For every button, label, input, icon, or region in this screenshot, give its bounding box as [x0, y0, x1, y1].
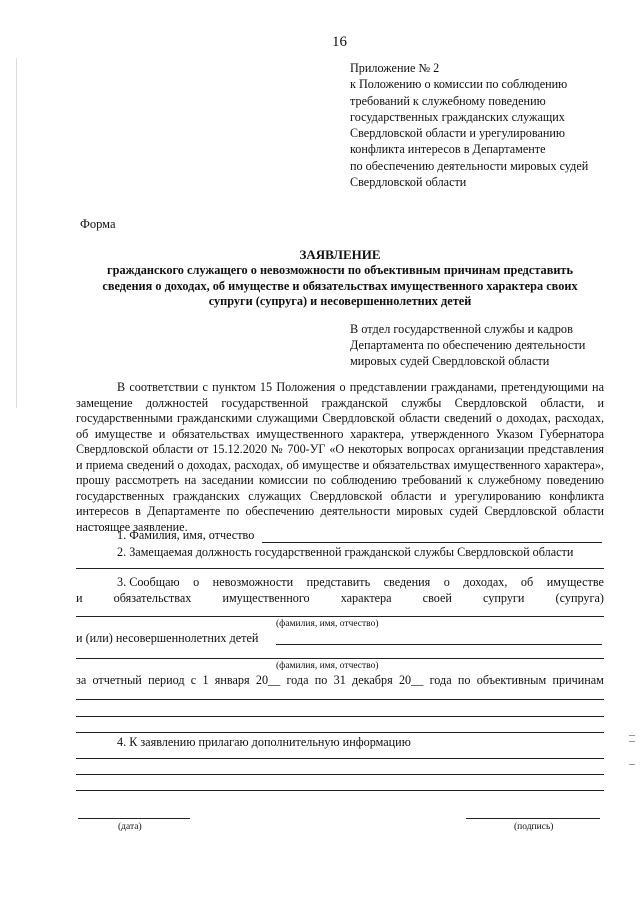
reasons-input-line-2[interactable]	[76, 716, 604, 717]
children-input-line-2[interactable]	[76, 658, 604, 659]
recipient-line: Департамента по обеспечению деятельности	[350, 338, 586, 353]
signature-caption: (подпись)	[514, 822, 554, 832]
title-line: сведения о доходах, об имуществе и обязательствах имущественного характера своих	[102, 278, 578, 293]
reasons-input-line-1[interactable]	[76, 699, 604, 700]
scan-margin-line	[16, 58, 17, 408]
children-input-line-1[interactable]	[276, 644, 602, 645]
appendix-line: Свердловской области и урегулированию	[350, 126, 566, 141]
children-caption: (фамилия, имя, отчество)	[276, 661, 379, 671]
item3-line2: и обязательствах имущественного характера своей супруги (супруга)	[76, 591, 604, 605]
date-input-line[interactable]	[78, 818, 190, 819]
position-input-line[interactable]	[76, 568, 604, 569]
appendix-line: конфликта интересов в Департаменте	[350, 142, 546, 157]
date-caption: (дата)	[118, 822, 142, 832]
children-label: и (или) несовершеннолетних детей	[76, 631, 259, 645]
fio-input-line[interactable]	[262, 542, 602, 543]
appendix-line: Приложение № 2	[350, 61, 440, 75]
item2-label: 2. Замещаемая должность государственной гражданской службы Свердловской области	[117, 545, 574, 559]
spouse-caption: (фамилия, имя, отчество)	[276, 619, 379, 629]
title-line: супруги (супруга) и несовершеннолетних детей	[208, 294, 472, 309]
scan-margin-mark	[629, 764, 635, 765]
item1-label: 1. Фамилия, имя, отчество	[117, 528, 255, 542]
appendix-line: государственных гражданских служащих	[350, 109, 565, 124]
reasons-input-line-3[interactable]	[76, 732, 604, 733]
period-line: за отчетный период с 1 января 20__ года по 31 декабря 20__ года по объективным причинам	[76, 673, 604, 687]
appendix-line: требований к служебному поведению	[350, 93, 546, 108]
info-input-line-2[interactable]	[76, 774, 604, 775]
appendix-header	[350, 60, 620, 190]
title-line: гражданского служащего о невозможности по объективным причинам представить	[107, 262, 573, 277]
appendix-line: по обеспечению деятельности мировых судей	[350, 158, 589, 173]
appendix-line: Свердловской области	[350, 175, 467, 190]
recipient-block	[350, 321, 585, 370]
body-paragraph: В соответствии с пунктом 15 Положения о представлении гражданами, претендующими на замещение должностей государственной гражданской службы Свердловской области, и государственными гражданскими служащими Свердловской области сведений о доходах, расходах, об имуществе и обязательствах имущественного характера, утвержденного Указом Губернатора Свердловской области от 15.12.2020 № 700-УГ «О некоторых вопросах организации представления и приема сведений о доходах, расходах, об имуществе и обязательствах имущественного характера», прошу рассмотреть на заседании комиссии по соблюдению требований к служебному поведению государственных гражданских служащих Свердловской области и урегулированию конфликта интересов в Департаменте по обеспечению деятельности мировых судей Свердловской области настоящее заявление.	[76, 380, 604, 534]
info-input-line-1[interactable]	[76, 758, 604, 759]
item4-label: 4. К заявлению прилагаю дополнительную информацию	[117, 735, 411, 749]
recipient-line: мировых судей Свердловской области	[350, 354, 550, 369]
scan-margin-mark	[629, 735, 635, 736]
title-main: ЗАЯВЛЕНИЕ	[299, 247, 381, 262]
appendix-line: к Положению о комиссии по соблюдению	[350, 77, 568, 92]
info-input-line-3[interactable]	[76, 790, 604, 791]
item3-line1: 3. Сообщаю о невозможности представить сведения о доходах, об имуществе	[117, 575, 604, 589]
recipient-line: В отдел государственной службы и кадров	[350, 322, 573, 336]
scan-margin-mark	[629, 741, 635, 742]
page-number: 16	[332, 34, 347, 50]
form-label: Форма	[80, 217, 116, 231]
signature-input-line[interactable]	[466, 818, 600, 819]
document-title	[70, 247, 610, 310]
spouse-input-line[interactable]	[76, 616, 604, 617]
